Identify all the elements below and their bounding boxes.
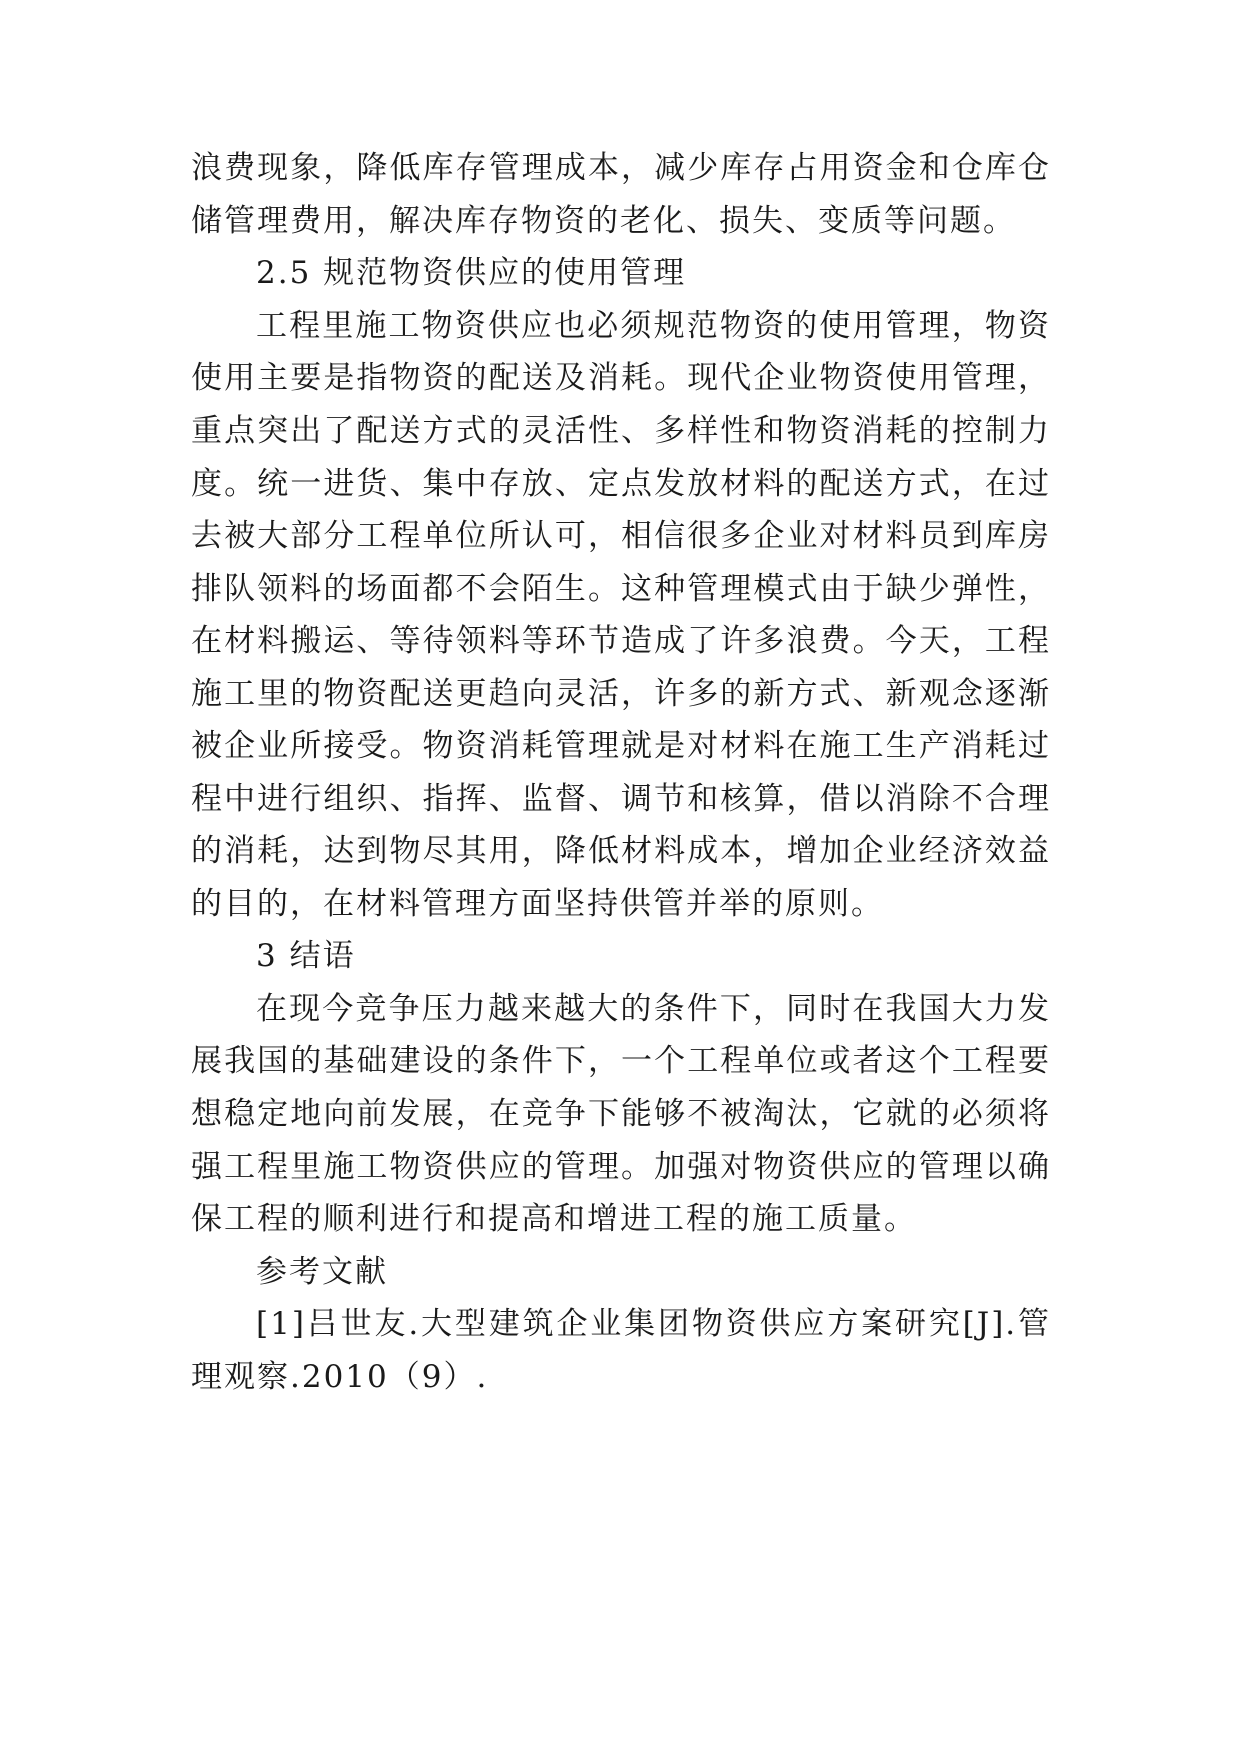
paragraph-line: 保工程的顺利进行和提高和增进工程的施工质量。: [191, 1201, 917, 1237]
paragraph-line: 度。统一进货、集中存放、定点发放材料的配送方式，在过: [191, 466, 1051, 502]
paragraph-line: 使用主要是指物资的配送及消耗。现代企业物资使用管理，: [191, 360, 1051, 396]
paragraph-line: 想稳定地向前发展，在竞争下能够不被淘汰，它就的必须将: [191, 1096, 1051, 1132]
paragraph-line: 工程里施工物资供应也必须规范物资的使用管理，物资: [256, 308, 1051, 344]
reference-entry: [1]吕世友.大型建筑企业集团物资供应方案研究[J].管: [256, 1306, 1051, 1342]
section-heading: 3 结语: [256, 938, 356, 974]
paragraph-line: 储管理费用，解决库存物资的老化、损失、变质等问题。: [191, 203, 1016, 239]
paragraph-line: 被企业所接受。物资消耗管理就是对材料在施工生产消耗过: [191, 728, 1051, 764]
paragraph-line: 的目的，在材料管理方面坚持供管并举的原则。: [191, 886, 884, 922]
paragraph-line: 展我国的基础建设的条件下，一个工程单位或者这个工程要: [191, 1043, 1051, 1079]
paragraph-line: 的消耗，达到物尽其用，降低材料成本，增加企业经济效益: [191, 833, 1051, 869]
paragraph-line: 强工程里施工物资供应的管理。加强对物资供应的管理以确: [191, 1149, 1051, 1185]
paragraph-line: 在现今竞争压力越来越大的条件下，同时在我国大力发: [256, 991, 1051, 1027]
paragraph-line: 在材料搬运、等待领料等环节造成了许多浪费。今天，工程: [191, 623, 1051, 659]
paragraph-line: 排队领料的场面都不会陌生。这种管理模式由于缺少弹性，: [191, 571, 1051, 607]
paragraph-line: 重点突出了配送方式的灵活性、多样性和物资消耗的控制力: [191, 413, 1051, 449]
paragraph-line: 程中进行组织、指挥、监督、调节和核算，借以消除不合理: [191, 781, 1051, 817]
paragraph-line: 浪费现象，降低库存管理成本，减少库存占用资金和仓库仓: [191, 150, 1051, 186]
paragraph-line: 施工里的物资配送更趋向灵活，许多的新方式、新观念逐渐: [191, 676, 1051, 712]
reference-entry: 理观察.2010（9）.: [191, 1359, 489, 1395]
section-heading: 2.5 规范物资供应的使用管理: [256, 255, 687, 291]
paragraph-line: 去被大部分工程单位所认可，相信很多企业对材料员到库房: [191, 518, 1051, 554]
references-heading: 参考文献: [256, 1254, 388, 1290]
